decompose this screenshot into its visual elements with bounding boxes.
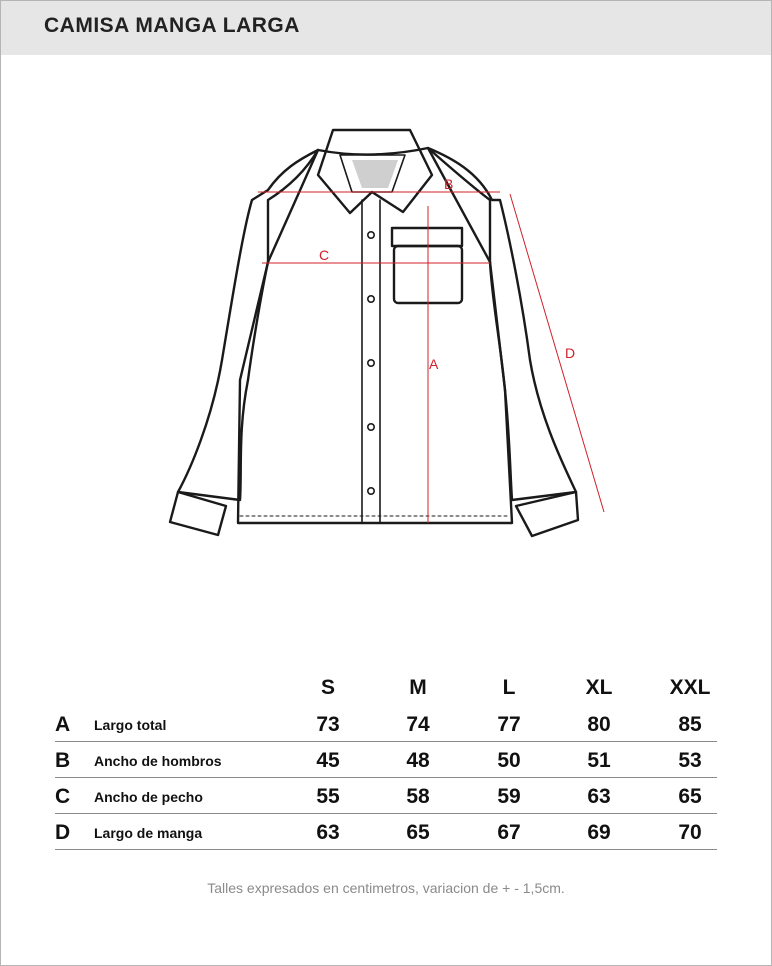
header-bar: [1, 1, 771, 55]
page-title: CAMISA MANGA LARGA: [44, 14, 300, 37]
cell: 85: [678, 713, 702, 736]
shirt-diagram: [0, 56, 772, 596]
row-label: Largo de manga: [94, 825, 203, 841]
table-row: [55, 814, 717, 850]
label-b: B: [444, 176, 454, 192]
cell: 50: [497, 749, 521, 772]
label-c: C: [319, 247, 330, 263]
cell: 65: [406, 821, 430, 844]
button: [368, 232, 374, 238]
cell: 74: [406, 713, 430, 736]
table-row: [55, 742, 717, 778]
cell: 55: [316, 785, 340, 808]
cell: 69: [587, 821, 611, 844]
size-xl: XL: [585, 676, 613, 699]
left-sleeve: [178, 150, 318, 500]
size-s: S: [320, 676, 335, 699]
row-letter: A: [55, 713, 71, 736]
size-m: M: [409, 676, 427, 699]
size-header-row: [55, 676, 717, 706]
cell: 67: [497, 821, 521, 844]
label-a: A: [429, 356, 439, 372]
cell: 70: [678, 821, 702, 844]
collar-shade: [352, 160, 398, 188]
cell: 53: [678, 749, 702, 772]
cell: 63: [587, 785, 611, 808]
cell: 45: [316, 749, 340, 772]
row-label: Largo total: [94, 717, 167, 733]
table-row: [55, 778, 717, 814]
pocket-flap: [392, 228, 462, 246]
cell: 65: [678, 785, 702, 808]
button: [368, 424, 374, 430]
size-table: [55, 676, 717, 850]
row-letter: D: [55, 821, 71, 844]
size-l: L: [502, 676, 516, 699]
button: [368, 488, 374, 494]
measure-line-d: [510, 194, 604, 512]
cell: 80: [587, 713, 611, 736]
right-sleeve: [428, 148, 576, 500]
row-label: Ancho de hombros: [94, 753, 222, 769]
row-letter: C: [55, 785, 71, 808]
cell: 48: [406, 749, 430, 772]
cell: 58: [406, 785, 430, 808]
cell: 63: [316, 821, 340, 844]
label-d: D: [565, 345, 576, 361]
left-cuff: [170, 492, 226, 535]
shirt-body: [238, 148, 512, 523]
button: [368, 296, 374, 302]
cell: 77: [497, 713, 521, 736]
cell: 73: [316, 713, 340, 736]
size-xxl: XXL: [669, 676, 711, 699]
button: [368, 360, 374, 366]
cell: 59: [497, 785, 521, 808]
cell: 51: [587, 749, 611, 772]
footnote: Talles expresados en centimetros, variacion de + - 1,5cm.: [207, 880, 565, 896]
table-row: [55, 706, 717, 742]
row-letter: B: [55, 749, 71, 772]
row-label: Ancho de pecho: [94, 789, 203, 805]
